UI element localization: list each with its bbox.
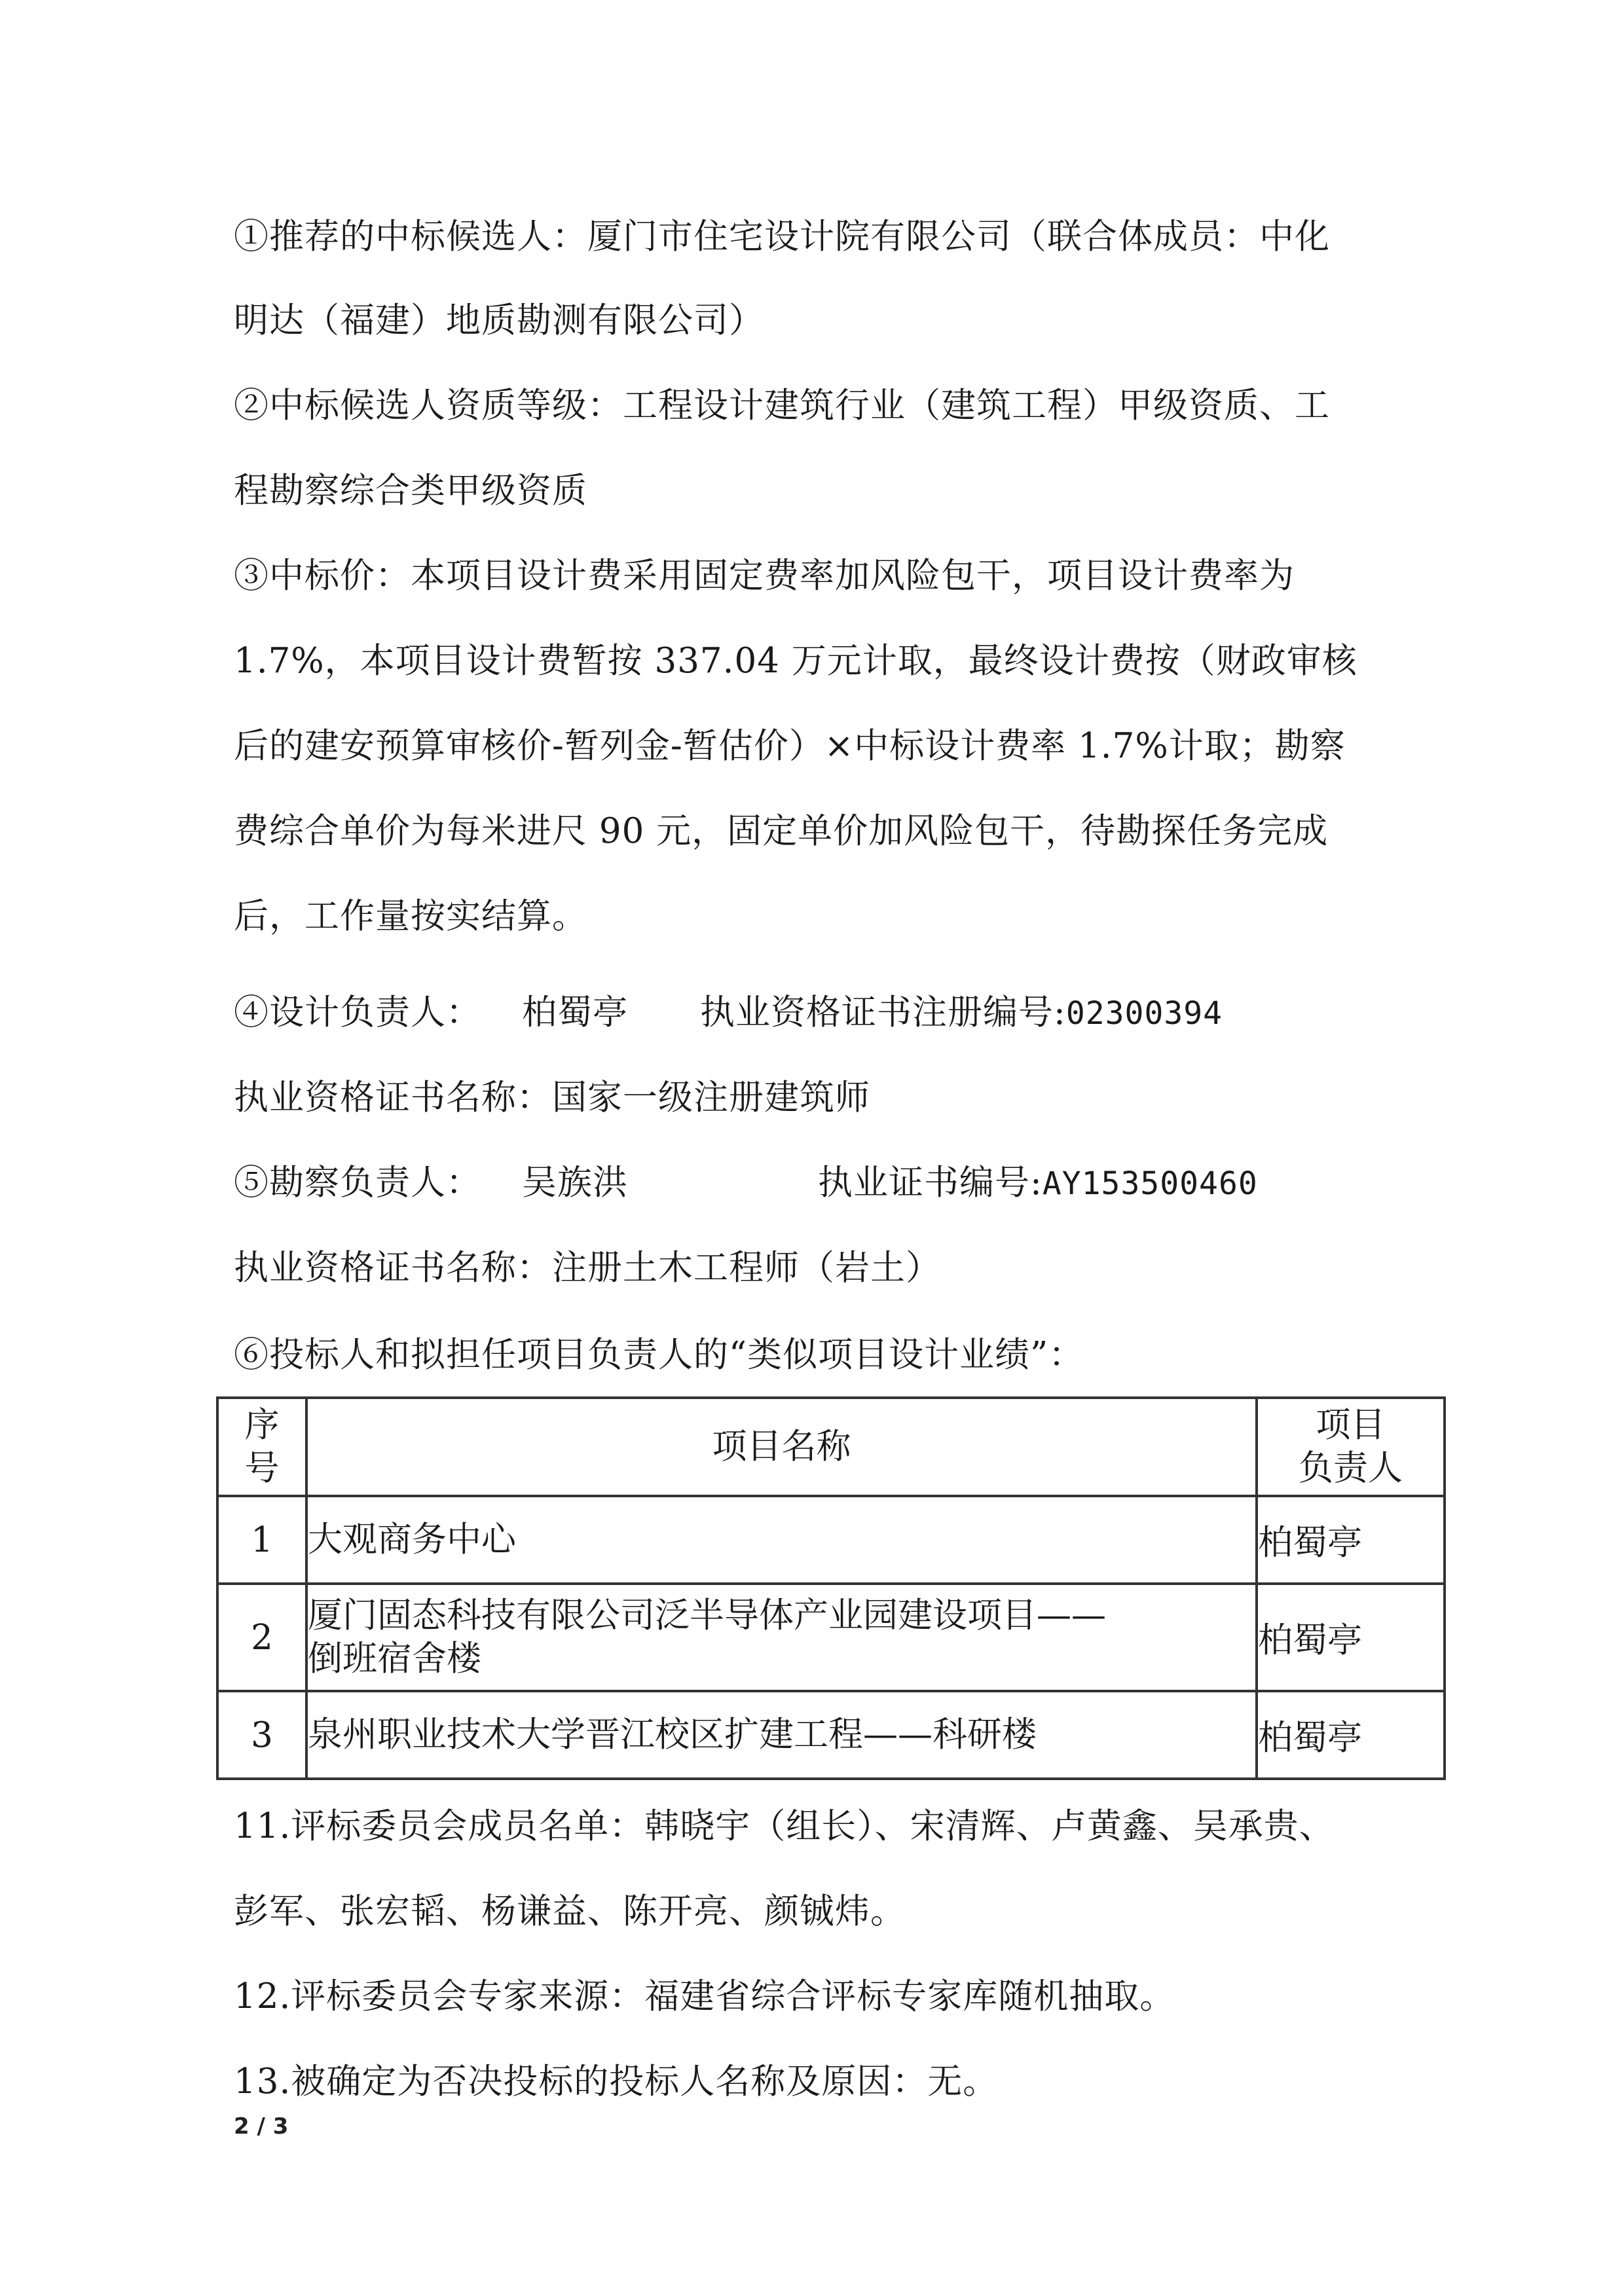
design-lead-cert-name: 执业资格证书名称：国家一级注册建筑师: [234, 1078, 870, 1118]
table-row: [217, 1691, 1445, 1779]
row-project-lead: 柏蜀亭: [1257, 1584, 1445, 1691]
design-lead-name: 柏蜀亭: [522, 993, 628, 1032]
row-project-name-line-2: 倒班宿舍楼: [308, 1639, 481, 1679]
committee-members-line-2: 彭军、张宏韬、杨谦益、陈开亮、颜铖炜。: [234, 1891, 906, 1931]
table-row: [217, 1496, 1445, 1584]
row-project-name-line-1: 厦门固态科技有限公司泛半导体产业园建设项目——: [308, 1595, 1106, 1635]
row-project-name: [306, 1691, 1257, 1779]
table-header-row: [217, 1398, 1445, 1496]
design-lead-line: [234, 992, 1432, 1034]
survey-lead-name: 吴族洪: [522, 1163, 628, 1203]
design-lead-cert-no: 02300394: [1065, 995, 1223, 1032]
rejected-bidders-line: 13.被确定为否决投标的投标人名称及原因：无。: [234, 2062, 999, 2102]
candidate-line-1: ①推荐的中标候选人：厦门市住宅设计院有限公司（联合体成员：中化: [234, 217, 1330, 257]
expert-source-line: 12.评标委员会专家来源：福建省综合评标专家库随机抽取。: [234, 1977, 1175, 2016]
survey-lead-cert-no: AY153500460: [1042, 1165, 1258, 1202]
row-project-name: [306, 1584, 1257, 1691]
header-project-lead: [1257, 1398, 1445, 1496]
bid-price-line-5: 后，工作量按实结算。: [234, 896, 587, 936]
bid-price-line-3: 后的建安预算审核价-暂列金-暂估价）×中标设计费率 1.7%计取；勘察: [234, 726, 1346, 766]
survey-lead-cert-name: 执业资格证书名称：注册土木工程师（岩土）: [234, 1248, 941, 1288]
committee-members-line-1: 11.评标委员会成员名单：韩晓宇（组长）、宋清辉、卢黄鑫、吴承贵、: [234, 1806, 1335, 1846]
performance-intro: ⑥投标人和拟担任项目负责人的“类似项目设计业绩”：: [234, 1335, 1084, 1375]
row-project-name-line-1: 大观商务中心: [308, 1520, 516, 1559]
bid-price-line-2: 1.7%，本项目设计费暂按 337.04 万元计取，最终设计费按（财政审核: [234, 641, 1357, 681]
page-number: 2 / 3: [234, 2113, 289, 2140]
survey-lead-cert-label: 执业证书编号:: [818, 1163, 1043, 1203]
header-seq-line-2: 号: [244, 1448, 280, 1488]
row-seq: 2: [217, 1584, 306, 1691]
bid-price-line-4: 费综合单价为每米进尺 90 元，固定单价加风险包干，待勘探任务完成: [234, 811, 1329, 851]
header-seq: [217, 1398, 306, 1496]
header-lead-line-1: 项目: [1316, 1405, 1386, 1445]
performance-table: [216, 1396, 1446, 1780]
candidate-line-2: 明达（福建）地质勘测有限公司）: [234, 301, 764, 340]
header-seq-line-1: 序: [244, 1405, 280, 1445]
row-seq: 3: [217, 1691, 306, 1779]
qualification-line-2: 程勘察综合类甲级资质: [234, 471, 587, 511]
survey-lead-line: [234, 1162, 1432, 1205]
table-row: [217, 1584, 1445, 1691]
design-lead-label: ④设计负责人：: [234, 993, 481, 1032]
row-project-lead: 柏蜀亭: [1257, 1496, 1445, 1584]
qualification-line-1: ②中标候选人资质等级：工程设计建筑行业（建筑工程）甲级资质、工: [234, 386, 1330, 426]
design-lead-cert-label: 执业资格证书注册编号:: [700, 993, 1066, 1032]
header-lead-line-2: 负责人: [1299, 1448, 1403, 1488]
row-seq: 1: [217, 1496, 306, 1584]
row-project-lead: 柏蜀亭: [1257, 1691, 1445, 1779]
row-project-name: [306, 1496, 1257, 1584]
header-project-name: 项目名称: [306, 1398, 1257, 1496]
row-project-name-line-1: 泉州职业技术大学晋江校区扩建工程——科研楼: [308, 1715, 1037, 1755]
bid-price-line-1: ③中标价：本项目设计费采用固定费率加风险包干，项目设计费率为: [234, 556, 1295, 596]
survey-lead-label: ⑤勘察负责人：: [234, 1163, 481, 1203]
